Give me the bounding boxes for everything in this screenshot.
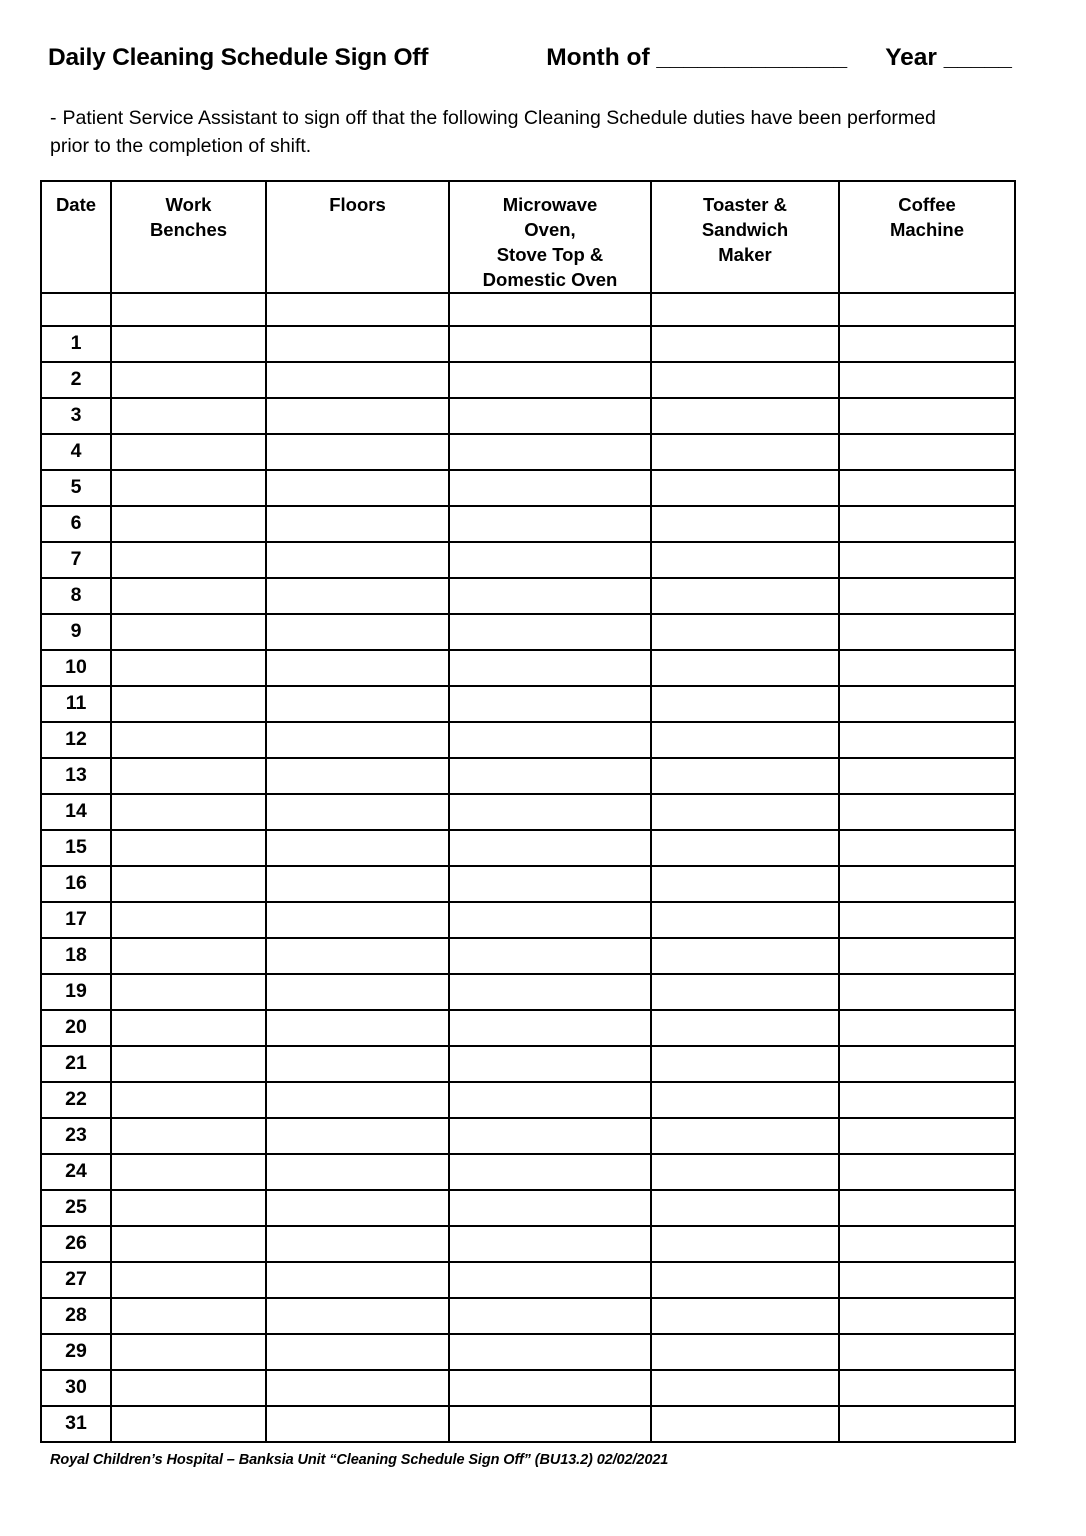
- signoff-cell-toaster[interactable]: [651, 758, 839, 794]
- signoff-cell-microwave[interactable]: [449, 578, 651, 614]
- signoff-cell-microwave[interactable]: [449, 1118, 651, 1154]
- signoff-cell-microwave[interactable]: [449, 470, 651, 506]
- signoff-cell-coffee[interactable]: [839, 326, 1015, 362]
- column-header-coffee-line1: Coffee: [898, 194, 956, 215]
- signoff-cell-microwave[interactable]: [449, 758, 651, 794]
- day-number-cell: 19: [41, 974, 111, 1010]
- signoff-cell-coffee[interactable]: [839, 1226, 1015, 1262]
- signoff-cell-floors[interactable]: [266, 686, 449, 722]
- signoff-cell-microwave[interactable]: [449, 542, 651, 578]
- table-row: [41, 758, 1015, 794]
- table-row: [41, 686, 1015, 722]
- signoff-cell-floors[interactable]: [266, 1370, 449, 1406]
- signoff-cell-toaster[interactable]: [651, 686, 839, 722]
- signoff-cell-work-benches[interactable]: [111, 506, 266, 542]
- signoff-cell-toaster[interactable]: [651, 1406, 839, 1442]
- signoff-cell-work-benches[interactable]: [111, 1334, 266, 1370]
- table-row: [41, 1046, 1015, 1082]
- signoff-cell-toaster[interactable]: [651, 398, 839, 434]
- day-number-cell: 20: [41, 1010, 111, 1046]
- table-row: [41, 614, 1015, 650]
- table-row: [41, 722, 1015, 758]
- signoff-cell-toaster[interactable]: [651, 1082, 839, 1118]
- day-number-cell: 6: [41, 506, 111, 542]
- signoff-cell-toaster[interactable]: [651, 1010, 839, 1046]
- signoff-cell-work-benches[interactable]: [111, 686, 266, 722]
- signoff-cell-floors[interactable]: [266, 722, 449, 758]
- signoff-cell-work-benches[interactable]: [111, 1046, 266, 1082]
- table-row: [41, 1406, 1015, 1442]
- table-row: [41, 794, 1015, 830]
- signoff-cell-work-benches[interactable]: [111, 650, 266, 686]
- signoff-cell-floors[interactable]: [266, 1262, 449, 1298]
- signoff-cell-floors[interactable]: [266, 1046, 449, 1082]
- signoff-cell-microwave[interactable]: [449, 1154, 651, 1190]
- signoff-cell-work-benches[interactable]: [111, 830, 266, 866]
- signoff-cell-floors[interactable]: [266, 542, 449, 578]
- day-number-cell: 4: [41, 434, 111, 470]
- intro-paragraph: [50, 104, 980, 160]
- table-row: [41, 902, 1015, 938]
- signoff-cell-microwave[interactable]: [449, 362, 651, 398]
- signoff-cell-floors[interactable]: [266, 974, 449, 1010]
- table-row: [41, 1298, 1015, 1334]
- table-row: [41, 1010, 1015, 1046]
- day-number-cell: 27: [41, 1262, 111, 1298]
- signoff-cell-coffee[interactable]: [839, 830, 1015, 866]
- signoff-cell-toaster[interactable]: [651, 614, 839, 650]
- signoff-cell-work-benches[interactable]: [111, 614, 266, 650]
- signoff-cell-floors[interactable]: [266, 614, 449, 650]
- table-header-row: [41, 181, 1015, 293]
- signoff-cell-work-benches[interactable]: [111, 1298, 266, 1334]
- spacer-cell-date: [41, 293, 111, 326]
- signoff-cell-microwave[interactable]: [449, 1262, 651, 1298]
- signoff-cell-floors[interactable]: [266, 938, 449, 974]
- signoff-cell-toaster[interactable]: [651, 1262, 839, 1298]
- signoff-cell-floors[interactable]: [266, 1298, 449, 1334]
- signoff-cell-microwave[interactable]: [449, 794, 651, 830]
- day-number-cell: 31: [41, 1406, 111, 1442]
- day-number-cell: 5: [41, 470, 111, 506]
- column-header-coffee-machine: [839, 181, 1015, 293]
- column-header-microwave-line4: Domestic Oven: [482, 269, 618, 290]
- signoff-cell-coffee[interactable]: [839, 902, 1015, 938]
- table-row: [41, 434, 1015, 470]
- signoff-cell-work-benches[interactable]: [111, 1262, 266, 1298]
- signoff-cell-toaster[interactable]: [651, 866, 839, 902]
- day-number-cell: 26: [41, 1226, 111, 1262]
- signoff-cell-floors[interactable]: [266, 1010, 449, 1046]
- signoff-cell-microwave[interactable]: [449, 902, 651, 938]
- column-header-floors-label: Floors: [329, 194, 386, 215]
- column-header-toaster-line3: Maker: [718, 244, 772, 265]
- table-row: [41, 1226, 1015, 1262]
- signoff-cell-work-benches[interactable]: [111, 758, 266, 794]
- signoff-cell-floors[interactable]: [266, 794, 449, 830]
- signoff-cell-coffee[interactable]: [839, 794, 1015, 830]
- cleaning-schedule-table: [40, 180, 1016, 1443]
- signoff-cell-coffee[interactable]: [839, 722, 1015, 758]
- signoff-cell-coffee[interactable]: [839, 578, 1015, 614]
- signoff-cell-microwave[interactable]: [449, 1010, 651, 1046]
- signoff-cell-floors[interactable]: [266, 650, 449, 686]
- signoff-cell-microwave[interactable]: [449, 1370, 651, 1406]
- signoff-cell-microwave[interactable]: [449, 506, 651, 542]
- signoff-cell-work-benches[interactable]: [111, 1118, 266, 1154]
- signoff-cell-coffee[interactable]: [839, 938, 1015, 974]
- column-header-microwave-line1: Microwave: [502, 194, 598, 215]
- signoff-cell-toaster[interactable]: [651, 506, 839, 542]
- signoff-cell-microwave[interactable]: [449, 1082, 651, 1118]
- signoff-cell-coffee[interactable]: [839, 542, 1015, 578]
- signoff-cell-floors[interactable]: [266, 1082, 449, 1118]
- day-number-cell: 30: [41, 1370, 111, 1406]
- table-row: [41, 650, 1015, 686]
- signoff-cell-work-benches[interactable]: [111, 1082, 266, 1118]
- day-number-cell: 14: [41, 794, 111, 830]
- signoff-cell-toaster[interactable]: [651, 542, 839, 578]
- table-row: [41, 1190, 1015, 1226]
- table-row: [41, 974, 1015, 1010]
- signoff-cell-coffee[interactable]: [839, 1010, 1015, 1046]
- signoff-cell-floors[interactable]: [266, 902, 449, 938]
- signoff-cell-floors[interactable]: [266, 398, 449, 434]
- signoff-cell-work-benches[interactable]: [111, 362, 266, 398]
- signoff-cell-microwave[interactable]: [449, 1190, 651, 1226]
- day-number-cell: 29: [41, 1334, 111, 1370]
- column-header-toaster-sandwich-maker: [651, 181, 839, 293]
- day-number-cell: 28: [41, 1298, 111, 1334]
- spacer-cell-microwave[interactable]: [449, 293, 651, 326]
- day-number-cell: 24: [41, 1154, 111, 1190]
- signoff-cell-toaster[interactable]: [651, 650, 839, 686]
- signoff-cell-microwave[interactable]: [449, 722, 651, 758]
- signoff-cell-microwave[interactable]: [449, 830, 651, 866]
- signoff-cell-coffee[interactable]: [839, 686, 1015, 722]
- signoff-cell-floors[interactable]: [266, 1154, 449, 1190]
- signoff-cell-toaster[interactable]: [651, 1298, 839, 1334]
- signoff-cell-work-benches[interactable]: [111, 326, 266, 362]
- signoff-cell-coffee[interactable]: [839, 1046, 1015, 1082]
- signoff-cell-toaster[interactable]: [651, 326, 839, 362]
- signoff-cell-work-benches[interactable]: [111, 434, 266, 470]
- signoff-cell-coffee[interactable]: [839, 434, 1015, 470]
- signoff-cell-floors[interactable]: [266, 326, 449, 362]
- signoff-cell-work-benches[interactable]: [111, 1370, 266, 1406]
- signoff-cell-floors[interactable]: [266, 866, 449, 902]
- table-row: [41, 1118, 1015, 1154]
- spacer-cell-work-benches[interactable]: [111, 293, 266, 326]
- signoff-cell-coffee[interactable]: [839, 1154, 1015, 1190]
- table-row: [41, 1082, 1015, 1118]
- day-number-cell: 10: [41, 650, 111, 686]
- signoff-cell-microwave[interactable]: [449, 398, 651, 434]
- signoff-cell-coffee[interactable]: [839, 398, 1015, 434]
- column-header-date: [41, 181, 111, 293]
- table-row: [41, 506, 1015, 542]
- table-row: [41, 1262, 1015, 1298]
- signoff-cell-toaster[interactable]: [651, 578, 839, 614]
- table-row: [41, 1334, 1015, 1370]
- signoff-cell-toaster[interactable]: [651, 1226, 839, 1262]
- day-number-cell: 8: [41, 578, 111, 614]
- column-header-work-benches-line2: Benches: [149, 219, 228, 240]
- signoff-cell-microwave[interactable]: [449, 1406, 651, 1442]
- signoff-cell-microwave[interactable]: [449, 614, 651, 650]
- day-number-cell: 16: [41, 866, 111, 902]
- day-number-cell: 9: [41, 614, 111, 650]
- column-header-toaster-line2: Sandwich: [701, 219, 789, 240]
- signoff-cell-coffee[interactable]: [839, 506, 1015, 542]
- signoff-cell-floors[interactable]: [266, 470, 449, 506]
- day-number-cell: 22: [41, 1082, 111, 1118]
- signoff-cell-work-benches[interactable]: [111, 542, 266, 578]
- signoff-cell-toaster[interactable]: [651, 794, 839, 830]
- signoff-cell-work-benches[interactable]: [111, 1154, 266, 1190]
- day-number-cell: 7: [41, 542, 111, 578]
- signoff-cell-work-benches[interactable]: [111, 578, 266, 614]
- column-header-toaster-line1: Toaster &: [703, 194, 787, 215]
- column-header-microwave-oven: [449, 181, 651, 293]
- signoff-cell-toaster[interactable]: [651, 902, 839, 938]
- signoff-cell-microwave[interactable]: [449, 1046, 651, 1082]
- spacer-cell-toaster[interactable]: [651, 293, 839, 326]
- table-row: [41, 1154, 1015, 1190]
- table-row: [41, 578, 1015, 614]
- signoff-cell-toaster[interactable]: [651, 1154, 839, 1190]
- signoff-cell-work-benches[interactable]: [111, 902, 266, 938]
- day-number-cell: 18: [41, 938, 111, 974]
- signoff-cell-microwave[interactable]: [449, 866, 651, 902]
- intro-dash: -: [50, 107, 57, 129]
- signoff-cell-toaster[interactable]: [651, 830, 839, 866]
- signoff-cell-coffee[interactable]: [839, 1406, 1015, 1442]
- table-row: [41, 938, 1015, 974]
- signoff-cell-floors[interactable]: [266, 578, 449, 614]
- intro-text: Patient Service Assistant to sign off that the following Cleaning Schedule duties have been performed prior to the completion of shift.: [50, 107, 936, 157]
- signoff-cell-toaster[interactable]: [651, 470, 839, 506]
- column-header-floors: [266, 181, 449, 293]
- signoff-cell-toaster[interactable]: [651, 1190, 839, 1226]
- column-header-microwave-line2: Oven,: [524, 219, 576, 240]
- table-row: [41, 362, 1015, 398]
- signoff-cell-coffee[interactable]: [839, 1370, 1015, 1406]
- signoff-cell-work-benches[interactable]: [111, 794, 266, 830]
- table-row: [41, 542, 1015, 578]
- signoff-cell-toaster[interactable]: [651, 362, 839, 398]
- signoff-cell-floors[interactable]: [266, 1118, 449, 1154]
- table-row-spacer: [41, 293, 1015, 326]
- day-number-cell: 13: [41, 758, 111, 794]
- signoff-cell-floors[interactable]: [266, 1406, 449, 1442]
- signoff-cell-work-benches[interactable]: [111, 1190, 266, 1226]
- signoff-cell-coffee[interactable]: [839, 1334, 1015, 1370]
- signoff-cell-coffee[interactable]: [839, 650, 1015, 686]
- signoff-cell-work-benches[interactable]: [111, 974, 266, 1010]
- signoff-cell-floors[interactable]: [266, 506, 449, 542]
- table-row: [41, 830, 1015, 866]
- table-row: [41, 326, 1015, 362]
- signoff-cell-coffee[interactable]: [839, 362, 1015, 398]
- column-header-work-benches: [111, 181, 266, 293]
- signoff-cell-microwave[interactable]: [449, 1334, 651, 1370]
- signoff-cell-work-benches[interactable]: [111, 470, 266, 506]
- signoff-cell-floors[interactable]: [266, 1190, 449, 1226]
- signoff-cell-toaster[interactable]: [651, 1334, 839, 1370]
- column-header-microwave-line3: Stove Top &: [496, 244, 604, 265]
- document-footer: Royal Children’s Hospital – Banksia Unit “Cleaning Schedule Sign Off” (BU13.2) 02/02/2021: [50, 1452, 669, 1468]
- column-header-coffee-line2: Machine: [889, 219, 965, 240]
- signoff-cell-toaster[interactable]: [651, 938, 839, 974]
- signoff-cell-microwave[interactable]: [449, 326, 651, 362]
- signoff-cell-microwave[interactable]: [449, 650, 651, 686]
- table-row: [41, 470, 1015, 506]
- signoff-cell-coffee[interactable]: [839, 866, 1015, 902]
- signoff-cell-coffee[interactable]: [839, 1262, 1015, 1298]
- signoff-cell-floors[interactable]: [266, 758, 449, 794]
- signoff-cell-floors[interactable]: [266, 362, 449, 398]
- signoff-cell-toaster[interactable]: [651, 974, 839, 1010]
- signoff-cell-work-benches[interactable]: [111, 722, 266, 758]
- month-field-label: Month of ______________: [546, 44, 848, 71]
- day-number-cell: 15: [41, 830, 111, 866]
- signoff-cell-toaster[interactable]: [651, 722, 839, 758]
- signoff-cell-toaster[interactable]: [651, 1118, 839, 1154]
- signoff-cell-coffee[interactable]: [839, 614, 1015, 650]
- signoff-cell-microwave[interactable]: [449, 974, 651, 1010]
- day-number-cell: 23: [41, 1118, 111, 1154]
- year-field-label: Year _____: [885, 44, 1012, 71]
- day-number-cell: 3: [41, 398, 111, 434]
- signoff-cell-coffee[interactable]: [839, 1082, 1015, 1118]
- signoff-cell-floors[interactable]: [266, 1334, 449, 1370]
- signoff-cell-work-benches[interactable]: [111, 1010, 266, 1046]
- signoff-cell-work-benches[interactable]: [111, 938, 266, 974]
- table-row: [41, 398, 1015, 434]
- page-title: Daily Cleaning Schedule Sign Off: [48, 44, 429, 71]
- signoff-cell-coffee[interactable]: [839, 1298, 1015, 1334]
- signoff-cell-toaster[interactable]: [651, 1370, 839, 1406]
- spacer-cell-floors[interactable]: [266, 293, 449, 326]
- table-row: [41, 1370, 1015, 1406]
- signoff-cell-microwave[interactable]: [449, 686, 651, 722]
- signoff-cell-coffee[interactable]: [839, 974, 1015, 1010]
- table-row: [41, 866, 1015, 902]
- signoff-cell-toaster[interactable]: [651, 434, 839, 470]
- signoff-cell-floors[interactable]: [266, 434, 449, 470]
- signoff-cell-coffee[interactable]: [839, 1190, 1015, 1226]
- signoff-cell-floors[interactable]: [266, 1226, 449, 1262]
- spacer-cell-coffee[interactable]: [839, 293, 1015, 326]
- day-number-cell: 11: [41, 686, 111, 722]
- day-number-cell: 17: [41, 902, 111, 938]
- day-number-cell: 21: [41, 1046, 111, 1082]
- signoff-cell-toaster[interactable]: [651, 1046, 839, 1082]
- day-number-cell: 1: [41, 326, 111, 362]
- day-number-cell: 12: [41, 722, 111, 758]
- day-number-cell: 2: [41, 362, 111, 398]
- signoff-cell-work-benches[interactable]: [111, 398, 266, 434]
- signoff-cell-work-benches[interactable]: [111, 1406, 266, 1442]
- signoff-cell-work-benches[interactable]: [111, 866, 266, 902]
- signoff-cell-coffee[interactable]: [839, 758, 1015, 794]
- signoff-cell-work-benches[interactable]: [111, 1226, 266, 1262]
- signoff-cell-coffee[interactable]: [839, 1118, 1015, 1154]
- signoff-cell-microwave[interactable]: [449, 434, 651, 470]
- signoff-cell-coffee[interactable]: [839, 470, 1015, 506]
- signoff-cell-microwave[interactable]: [449, 938, 651, 974]
- column-header-work-benches-line1: Work: [165, 194, 212, 215]
- day-number-cell: 25: [41, 1190, 111, 1226]
- signoff-cell-floors[interactable]: [266, 830, 449, 866]
- signoff-cell-microwave[interactable]: [449, 1298, 651, 1334]
- document-header: [48, 44, 1018, 72]
- signoff-cell-microwave[interactable]: [449, 1226, 651, 1262]
- column-header-date-label: Date: [55, 194, 97, 215]
